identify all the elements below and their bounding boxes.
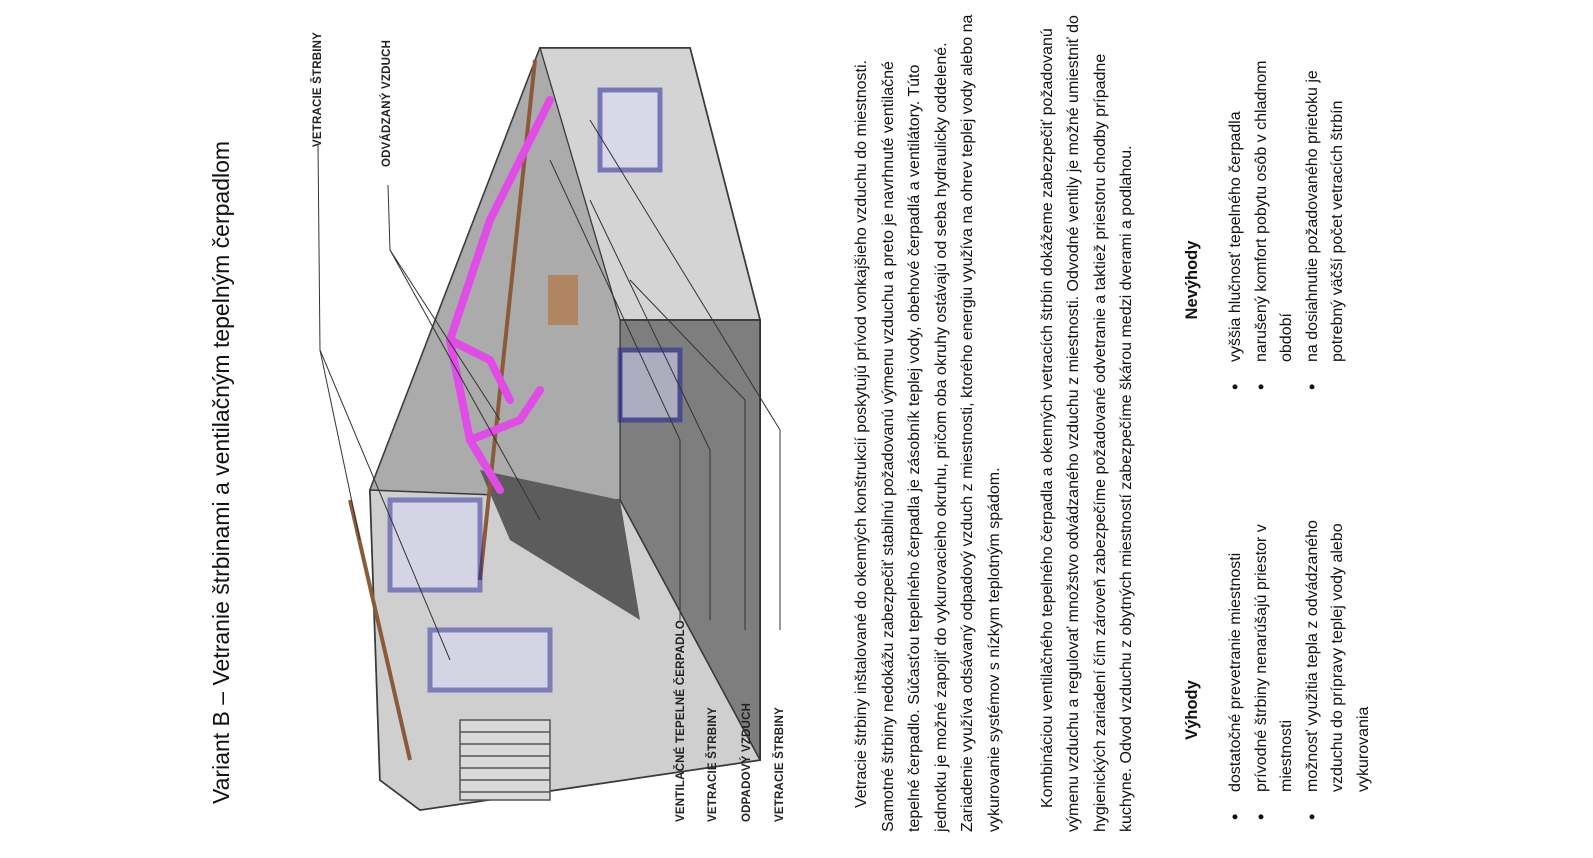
label-vetracie-strbiny-bottom-2: VETRACIE ŠTRBINY (774, 706, 786, 822)
paragraph-2: Kombináciou ventilačného tepelného čerpadla a okenných vetracích štrbín dokážeme zabezpečiť požadovanú výmenu vzduchu a regulovať množstvo odvádzaného vzduchu z miestnosti. Odvodné ventily je možné umiestniť do hygienických zariadení čím zároveň zabezpečíme požadované odvetranie a taktiež priestoru chodby prípadne kuchyne. Odvod vzduchu z obytných miestností zabezpečíme škárou medzi dverami a podlahou. (1038, 15, 1136, 832)
label-top-odvadzany-wrap (381, 40, 393, 167)
advantages-list (1223, 480, 1376, 820)
body-text-wrap (849, 10, 1141, 832)
advantage-item: • dostatočné prevetranie miestnosti (1223, 480, 1249, 792)
label-vetracie-2-wrap (774, 707, 786, 822)
paragraph-1: Vetracie štrbiny inštalované do okenných konštrukcií poskytujú prívod vonkajšieho vzduchu do miestnosti. Samotné štrbiny nedokážu zabezpečiť stabilnú požadovanú výmenu vzduchu a preto je navrhnuté ventilačné tepelné čerpadlo. Súčasťou tepelného čerpadla je zásobník teplej vody, obehové čerpadlá a ventilátory. Túto jednotku je možné zapojiť do vykurovacieho okruhu, pričom oba okruhy ostávajú od seba hydraulicky oddelené. Zariadenie využíva odsávaný odpadový vzduch z miestnosti, ktorého energiu využíva na ohrev teplej vody alebo na vykurovanie systémov s nízkym teplotným spádom. (853, 14, 1003, 832)
advantages-heading: Výhody (1183, 680, 1201, 740)
disadvantages-heading: Nevýhody (1183, 240, 1201, 320)
label-vetracie-1-wrap (707, 707, 719, 822)
label-ventilacne-tepelne-cerpadlo: VENTILAČNÉ TEPELNÉ ČERPADLO (675, 620, 687, 822)
advantage-item: • možnosť využitia tepla z odvádzaného vzduchu do prípravy teplej vody alebo vykurovania (1300, 480, 1377, 792)
window-1 (600, 90, 660, 170)
body-text (849, 10, 1141, 832)
advantages-section (1183, 480, 1376, 820)
label-odpadovy-vzduch: ODPADOVÝ VZDUCH (741, 702, 753, 822)
label-vetracie-strbiny-top: VETRACIE ŠTRBINY (312, 31, 324, 147)
wood-door (548, 275, 578, 325)
window-4 (430, 630, 550, 690)
disadvantages-list (1223, 35, 1351, 390)
disadvantages-section (1183, 35, 1351, 390)
label-odvadzany-vzduch: ODVÁDZANÝ VZDUCH (381, 39, 393, 167)
disadvantage-item: • narušený komfort pobytu osôb v chladnom období (1249, 35, 1300, 362)
building-drawing (290, 20, 800, 830)
window-3 (390, 500, 480, 590)
advantage-item: • prívodné štrbiny nenarúšajú priestor v miestnosti (1249, 480, 1300, 792)
advantages-wrap (1183, 480, 1376, 820)
page-title: Variant B – Vetranie štrbinami a ventilačným tepelným čerpadlom (208, 140, 234, 804)
disadvantages-wrap (1183, 35, 1351, 390)
label-vetracie-strbiny-bottom-1: VETRACIE ŠTRBINY (707, 706, 719, 822)
disadvantage-item: • na dosiahnutie požadovaného prietoku je potrebný väčší počet vetracích štrbín (1300, 35, 1351, 362)
disadvantage-item: • vyššia hlučnosť tepelného čerpadla (1223, 35, 1249, 362)
label-top-vetracie-wrap (312, 32, 324, 147)
window-2 (620, 350, 680, 420)
label-odpadovy-wrap (741, 703, 753, 822)
label-ventilacne-wrap (675, 620, 687, 822)
page-title-wrap (210, 141, 233, 804)
stairs (460, 720, 550, 800)
